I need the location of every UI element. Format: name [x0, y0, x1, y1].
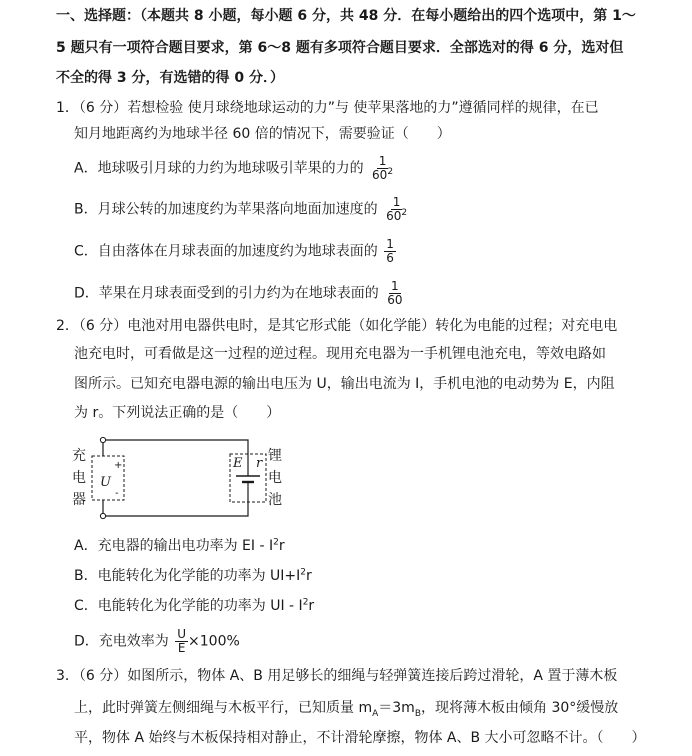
q1-a-den-exponent: 2	[387, 167, 394, 177]
q3-mass-subscript-b: B	[414, 708, 421, 719]
q2-stem-line-1: 2．（6 分）电池对用电器供电时，是其它形式能（如化学能）转化为电能的过程；对充电电	[56, 318, 618, 334]
q1-b-den-exponent: 2	[401, 208, 408, 218]
battery-label-3: 池	[268, 492, 282, 508]
section-header-line-2: 5 题只有一项符合题目要求，第 6～8 题有多项符合题目要求．全部选对的得 6 分，选对但	[56, 40, 624, 56]
battery-label-1: 锂	[268, 448, 282, 464]
q1-a-den-base: 60	[372, 168, 388, 182]
q2-stem-line-3: 图所示。已知充电器电源的输出电压为 U，输出电流为 I，手机电池的电动势为 E，内阻	[74, 376, 615, 392]
q1-option-a	[74, 155, 395, 182]
q1-a-denominator	[370, 169, 395, 182]
charger-voltage-label: U	[100, 475, 111, 490]
q2-option-d-fraction	[175, 628, 188, 655]
terminal-top-left	[100, 437, 105, 442]
q1-option-c-fraction	[384, 238, 396, 265]
q3-stem-line-2-c: ，现将薄木板由倾角 30°缓慢放	[421, 700, 619, 716]
q2-stem-line-2: 池充电时，可看做是这一过程的逆过程。现用充电器为一手机锂电池充电，等效电路如	[74, 346, 606, 362]
q3-stem-line-1: 3．（6 分）如图所示，物体 A、B 用足够长的细绳与轻弹簧连接后跨过滑轮，A 置于薄木板	[56, 668, 618, 684]
q1-b-den-base: 60	[386, 209, 402, 223]
q2-option-b-tail: r	[306, 568, 312, 584]
q2-option-a-text: A．充电器的输出电功率为 EI - I	[74, 538, 274, 554]
q1-d-numerator: 1	[391, 279, 399, 293]
battery-label-2: 电	[268, 470, 282, 486]
q2-option-a-exponent: 2	[273, 537, 279, 548]
q1-option-d-text: D．苹果在月球表面受到的引力约为在地球表面的	[74, 285, 379, 302]
q1-option-b	[74, 196, 409, 223]
q2-option-b	[74, 566, 312, 586]
q1-option-b-fraction	[384, 196, 409, 223]
q2-option-c-text: C．电能转化为化学能的功率为 UI - I	[74, 598, 303, 614]
charger-minus-sign: -	[115, 488, 119, 499]
q3-mass-subscript-a: A	[372, 708, 379, 719]
q3-stem-line-2-a: 上，此时弹簧左侧细绳与木板平行，已知质量 m	[74, 700, 373, 716]
q2-option-c-tail: r	[308, 598, 315, 614]
q2-d-denominator: E	[177, 641, 186, 655]
section-header-line-3: 不全的得 3 分，有选错的得 0 分．）	[56, 70, 284, 86]
q1-c-numerator: 1	[386, 237, 394, 251]
q1-stem-line-2: 知月地距离约为地球半径 60 倍的情况下，需要验证（ ）	[74, 126, 451, 142]
q1-option-b-text: B．月球公转的加速度约为苹果落向地面加速度的	[74, 201, 378, 218]
q1-option-d-fraction	[385, 280, 404, 307]
q2-option-c-exponent: 2	[302, 597, 309, 608]
charger-label-2: 电	[72, 470, 86, 486]
battery-emf-label: E	[233, 456, 243, 471]
q1-stem-line-1: 1．（6 分）若想检验 使月球绕地球运动的力”与 使苹果落地的力”遵循同样的规律，在已	[56, 100, 599, 116]
q1-option-c-text: C．自由落体在月球表面的加速度约为地球表面的	[74, 243, 378, 260]
q2-d-numerator: U	[177, 627, 187, 641]
charger-label-3: 器	[72, 492, 86, 508]
circuit-wire-loop	[103, 440, 248, 516]
charging-circuit-diagram	[70, 434, 300, 524]
q1-c-denominator: 6	[386, 251, 394, 265]
charger-plus-sign: +	[114, 460, 123, 471]
q3-stem-line-2-b: ＝3m	[378, 700, 415, 716]
q1-d-denominator: 60	[387, 293, 403, 307]
q1-option-a-text: A．地球吸引月球的力约为地球吸引苹果的力的	[74, 160, 364, 177]
q1-a-numerator: 1	[378, 154, 387, 168]
q1-b-numerator: 1	[392, 195, 401, 209]
q2-stem-line-4: 为 r。下列说法正确的是（ ）	[74, 405, 281, 421]
q1-b-denominator	[384, 210, 409, 223]
q2-option-a	[74, 536, 285, 556]
charger-label-1: 充	[72, 448, 86, 464]
q2-option-d-tail: ×100%	[188, 633, 240, 650]
q3-stem-line-2	[74, 698, 618, 718]
q2-option-d-text: D．充电效率为	[74, 633, 169, 650]
q1-option-c	[74, 238, 396, 265]
section-header-line-1: 一、选择题：（本题共 8 小题，每小题 6 分，共 48 分．在每小题给出的四个选项中，第 1～	[56, 8, 636, 24]
q2-option-c	[74, 596, 314, 616]
q1-option-d	[74, 280, 405, 307]
battery-resistance-label: r	[256, 456, 263, 471]
q2-option-b-text: B．电能转化为化学能的功率为 UI+I	[74, 568, 301, 584]
q2-option-b-exponent: 2	[300, 567, 307, 578]
q1-option-a-fraction	[370, 155, 395, 182]
q2-option-a-tail: r	[278, 538, 285, 554]
q3-stem-line-3: 平，物体 A 始终与木板保持相对静止，不计滑轮摩擦，物体 A、B 大小可忽略不计。（ ）	[74, 730, 646, 746]
q2-option-d	[74, 628, 240, 655]
terminal-bottom-left	[100, 513, 105, 518]
